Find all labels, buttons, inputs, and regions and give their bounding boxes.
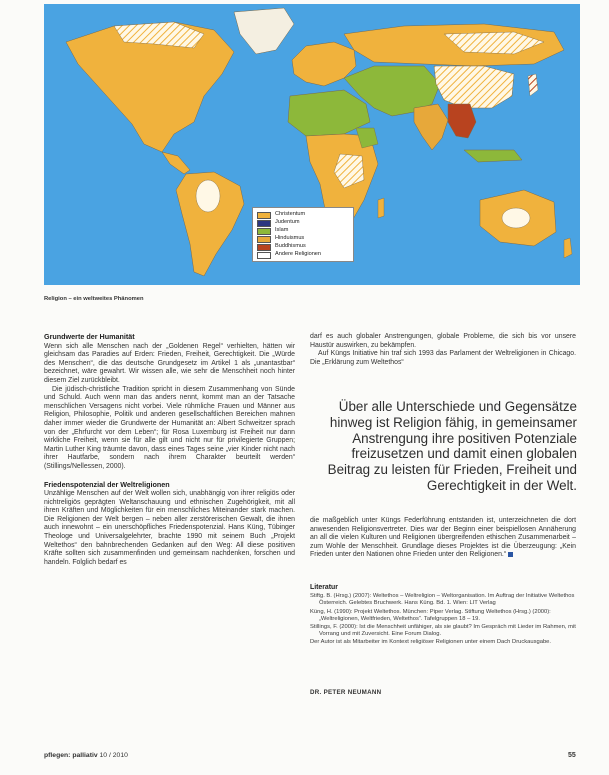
legend-label: Hinduismus [275, 235, 305, 242]
footer-journal [44, 752, 128, 759]
legend-swatch [257, 220, 271, 227]
madagascar-shape [378, 198, 384, 218]
literature-section [310, 584, 576, 648]
left-column [44, 333, 295, 567]
legend-item [257, 243, 349, 251]
amazon-other-region [196, 180, 220, 212]
legend-swatch [257, 228, 271, 235]
map-caption: Religion – ein weltweites Phänomen [44, 296, 144, 302]
china-shape [434, 66, 514, 108]
paragraph: Wenn sich alle Menschen nach der „Goldenen Regel“ verhielten, hätten wir gleichsam das Paradies auf Erden: Frieden, Freiheit, Gerechtigkeit. Die „Würde des Menschen“, die das deutsche Grundgesetz im Artikel 1 als „unantastbar“ bezeichnet, wäre gewahrt. Wir wissen alle, wie sehr die Menschheit noch hinter diesem Ziel zurückbleibt. [44, 342, 295, 384]
section-heading-humanity: Grundwerte der Humanität [44, 332, 135, 341]
legend-label: Andere Religionen [275, 251, 322, 258]
pull-quote: Über alle Unterschiede und Gegensätze hinweg ist Religion fähig, in gemeinsamer Anstrengung ihre positiven Potenziale freizusetzen und damit einen globalen Beitrag zu leisten für Frieden, Freiheit und Gerechtigkeit in der Welt. [327, 399, 577, 493]
central-america-shape [162, 152, 190, 174]
legend-item [257, 251, 349, 259]
southeast-asia-shape [448, 104, 476, 138]
legend-label: Christentum [275, 211, 306, 218]
legend-swatch [257, 212, 271, 219]
page-number: 55 [568, 752, 576, 759]
paragraph: Die jüdisch-christliche Tradition spricht in diesem Zusammenhang von Sünde und Schuld. Auch wenn man das anders nennt, kommt man an der Tatsache menschlichen Versagens nicht vorbei. Viele rühmliche Frauen und Männer aus Religion, Philosophie, Politik und anderen gesellschaftlichen Bereichen mahnen daher immer wieder die Grundwerte der Humanität an: Albert Schweitzer sprach von der „Ehrfurcht vor dem Leben“; für Rosa Luxemburg ist Freiheit nur dann wirkliche Freiheit, wenn sie für alle gilt und nicht nur für privilegierte Gruppen; Martin Luther King träumte davon, dass eines Tages seine „vier Kinder nicht nach ihrer Hautfarbe, sondern nach ihrem Charakter beurteilt werden“ (Stillings/Nellessen, 2000). [44, 385, 295, 470]
legend-label: Judentum [275, 219, 300, 226]
legend-item [257, 227, 349, 235]
indonesia-shape [464, 150, 522, 162]
section-heading-peace-potential: Friedenspotenzial der Weltreligionen [44, 479, 170, 489]
legend-label: Buddhismus [275, 243, 306, 250]
legend-item [257, 211, 349, 219]
legend-item [257, 235, 349, 243]
new-zealand-shape [564, 238, 572, 258]
author-name: DR. PETER NEUMANN [310, 689, 382, 696]
journal-title: pflegen: palliativ [44, 752, 98, 759]
literature-item: Stiftg. B. (Hrsg.) (2007): Weltethos – Weltreligion – Weltorganisation. Im Auftrag der Initiative Weltethos Österreich. Gelebtes Bruchwerk. Hans Küng. Bd. 1. Wien: LIT Verlag [310, 593, 575, 607]
paragraph: Auf Küngs Initiative hin traf sich 1993 das Parlament der Weltreligionen in Chicago. Die „Erklärung zum Weltethos“ [310, 350, 576, 366]
issue-number: 10 / 2010 [99, 752, 128, 759]
literature-item: Küng, H. (1990): Projekt Weltethos. München: Piper Verlag. Stiftung Weltethos (Hrsg.) (2000): „Weltreligionen, Weltfrieden, Weltethos“. Tafelgruppen 18 – 19. [310, 608, 551, 622]
legend-label: Islam [275, 227, 289, 234]
australia-other-region [502, 208, 530, 228]
legend-swatch [257, 236, 271, 243]
map-legend [252, 207, 354, 262]
paragraph: die maßgeblich unter Küngs Federführung entstanden ist, unterzeichneten die dort anwesenden Religionsvertreter. Dies war der Beginn einer beispiellosen Annäherung an all die vielen Kulturen und Religionen übergreifenden ethischen Zusammenarbeit – zum Wohle der Menschheit. Grundlage dieses Projektes ist die Überzeugung: „Kein Frieden unter den Nationen ohne Frieden unter den Religionen.“ [310, 517, 576, 559]
greenland-shape [234, 8, 294, 54]
literature-heading: Literatur [310, 584, 338, 591]
world-religion-map [44, 4, 580, 285]
right-column-bottom [310, 517, 576, 560]
legend-swatch [257, 252, 271, 259]
end-mark-icon [508, 552, 513, 557]
india-shape [414, 104, 448, 150]
right-column-top [310, 333, 576, 367]
literature-item: Stillings, F. (2000): Ist die Menschheit unfähiger, als sie glaubt? Im Gespräch mit Lieder im Rahmen, mit Vorrang und mit Zuversicht. Eine Forum Dialog. [310, 624, 576, 638]
japan-shape [528, 74, 538, 96]
paragraph: darf es auch globaler Anstrengungen, globale Probleme, die sich bis vor unsere Haustür auswirken, zu bekämpfen. [310, 333, 576, 349]
literature-item: Der Autor ist als Mitarbeiter im Kontext religiöser Religionen unter einem Dach Druckausgabe. [310, 639, 552, 646]
paragraph: Unzählige Menschen auf der Welt wollen sich, unabhängig von ihrer religiös oder nichtreligiös geprägten Weltanschauung und ethnischen Zugehörigkeit, mit all ihren Kräften und Möglichkeiten für ein menschliches Miteinander stark machen. Die Religionen der Welt bergen – neben aller zerstörerischen Gewalt, die ihnen auch innewohnt – ein unerschöpfliches Friedenspotenzial. Hans Küng, Tübinger Theologe und Universalgelehrter, brachte 1990 mit seinem Buch „Projekt Weltethos“ den bahnbrechenden Gedanken auf den Weg: All diese positiven Kräfte sollten sich zusammenfinden und gemeinsam nachdenken, forschen und handeln. Folglich bedarf es [44, 490, 295, 566]
legend-item [257, 219, 349, 227]
legend-swatch [257, 244, 271, 251]
